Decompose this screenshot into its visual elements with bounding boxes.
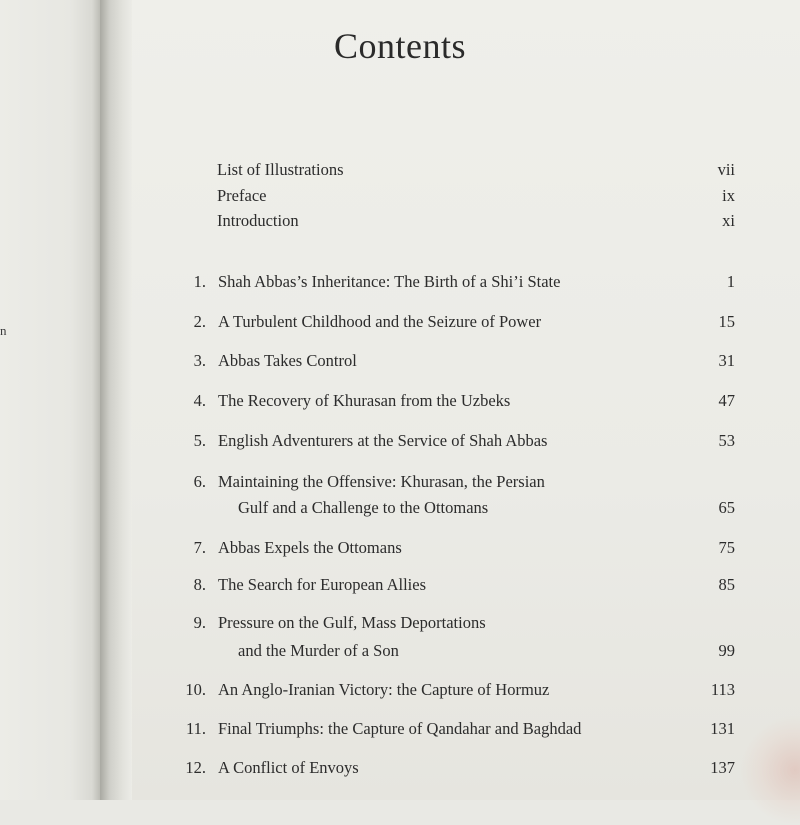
chapter-title: Pressure on the Gulf, Mass Deportations bbox=[218, 613, 486, 632]
chapter-number: 6. bbox=[193, 472, 206, 491]
chapter-title: An Anglo-Iranian Victory: the Capture of Hormuz bbox=[218, 680, 550, 699]
chapter-page: 31 bbox=[718, 351, 735, 370]
toc-entry-page: ix bbox=[722, 186, 735, 205]
chapter-number: 12. bbox=[185, 758, 206, 777]
chapter-title: Abbas Takes Control bbox=[218, 351, 357, 370]
chapter-title: A Conflict of Envoys bbox=[218, 758, 359, 777]
toc-entry-label: Introduction bbox=[217, 211, 299, 230]
chapter-page: 65 bbox=[718, 498, 735, 517]
chapter-number: 8. bbox=[193, 575, 206, 594]
chapter-title: Maintaining the Offensive: Khurasan, the Persian bbox=[218, 472, 545, 491]
chapter-title: A Turbulent Childhood and the Seizure of Power bbox=[218, 312, 542, 331]
toc-entry-label: Preface bbox=[217, 186, 267, 205]
toc-entry-page: vii bbox=[717, 160, 735, 179]
chapter-number: 5. bbox=[193, 431, 206, 450]
toc-entry-label: List of Illustrations bbox=[217, 160, 344, 179]
chapter-page: 85 bbox=[718, 575, 735, 594]
chapter-title: The Recovery of Khurasan from the Uzbeks bbox=[218, 391, 511, 410]
chapter-page: 15 bbox=[718, 312, 735, 331]
chapter-number: 9. bbox=[193, 613, 206, 632]
chapter-number: 3. bbox=[193, 351, 206, 370]
chapter-page: 137 bbox=[710, 758, 735, 777]
chapter-number: 10. bbox=[185, 680, 206, 699]
chapter-page: 47 bbox=[718, 391, 735, 410]
chapter-number: 11. bbox=[185, 719, 206, 738]
left-page-text-fragment: n bbox=[0, 323, 7, 338]
chapter-page: 99 bbox=[718, 641, 735, 660]
left-page bbox=[0, 0, 100, 800]
chapter-page: 113 bbox=[710, 680, 735, 699]
chapter-page: 75 bbox=[718, 538, 735, 557]
chapter-title: English Adventurers at the Service of Shah Abbas bbox=[218, 431, 548, 450]
chapter-title: Final Triumphs: the Capture of Qandahar and Baghdad bbox=[218, 719, 582, 738]
toc-entry-page: xi bbox=[722, 211, 735, 230]
chapter-title: Abbas Expels the Ottomans bbox=[218, 538, 402, 557]
chapter-title: Shah Abbas’s Inheritance: The Birth of a Shi’i State bbox=[218, 272, 561, 291]
book-gutter bbox=[100, 0, 132, 800]
chapter-page: 53 bbox=[718, 431, 735, 450]
chapter-number: 7. bbox=[193, 538, 206, 557]
chapter-number: 2. bbox=[193, 312, 206, 331]
chapter-page: 131 bbox=[710, 719, 735, 738]
chapter-title: The Search for European Allies bbox=[218, 575, 427, 594]
chapter-number: 4. bbox=[193, 391, 206, 410]
page-title: Contents bbox=[333, 26, 466, 66]
chapter-title-continued: and the Murder of a Son bbox=[238, 641, 399, 660]
chapter-title-continued: Gulf and a Challenge to the Ottomans bbox=[238, 498, 489, 517]
chapter-page: 1 bbox=[726, 272, 735, 291]
chapter-number: 1. bbox=[193, 272, 206, 291]
